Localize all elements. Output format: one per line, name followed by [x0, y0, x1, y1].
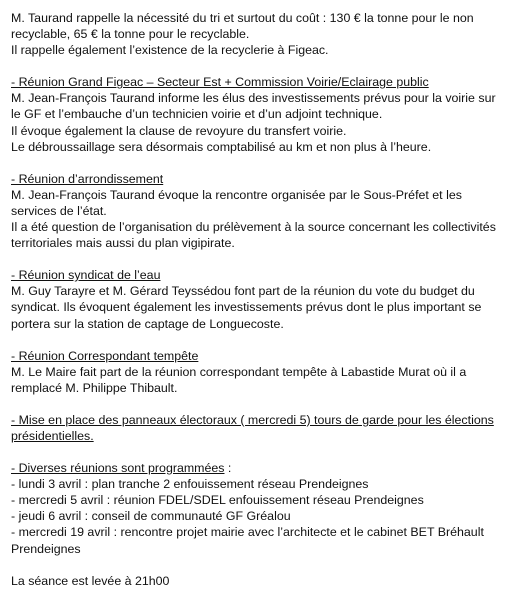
text-line: Il a été question de l’organisation du prélèvement à la source concernant les collectivités: [11, 220, 496, 235]
list-item: - mercredi 19 avril : rencontre projet mairie avec l’architecte et le cabinet BET Bréhault: [11, 525, 484, 540]
text-line: Il évoque également la clause de revoyure du transfert voirie.: [11, 123, 347, 138]
closing-line: La séance est levée à 21h00: [11, 573, 170, 588]
list-item: - lundi 3 avril : plan tranche 2 enfouissement réseau Prendeignes: [11, 477, 369, 492]
section-heading: présidentielles.: [11, 428, 94, 443]
list-item: Prendeignes: [11, 541, 81, 556]
text-line: Il rappelle également l’existence de la recyclerie à Figeac.: [11, 43, 329, 58]
text-line: M. Guy Tarayre et M. Gérard Teyssédou font part de la réunion du vote du budget du: [11, 284, 475, 299]
section-grand-figeac: [11, 74, 508, 154]
section-heading: - Réunion syndicat de l’eau: [11, 268, 161, 283]
text-line: services de l’état.: [11, 203, 107, 218]
section-correspondant-tempete: [11, 348, 508, 396]
section-syndicat-eau: [11, 267, 508, 331]
text-line: le GF et l’embauche d’un technicien voirie et d’un adjoint technique.: [11, 107, 383, 122]
list-item: - mercredi 5 avril : réunion FDEL/SDEL enfouissement réseau Prendeignes: [11, 493, 424, 508]
text-line: M. Jean-François Taurand évoque la rencontre organisée par le Sous-Préfet et les: [11, 187, 462, 202]
section-heading: - Réunion d’arrondissement: [11, 171, 164, 186]
section-heading-line: [11, 460, 508, 476]
heading-suffix: :: [224, 461, 232, 476]
section-heading: - Mise en place des panneaux électoraux ( mercredi 5) tours de garde pour les élections: [11, 412, 494, 427]
section-panneaux-electoraux: [11, 412, 508, 444]
section-heading: - Réunion Grand Figeac – Secteur Est + Commission Voirie/Eclairage public: [11, 75, 429, 90]
text-line: portera sur la station de captage de Longuecoste.: [11, 316, 284, 331]
text-line: recyclable, 65 € la tonne pour le recyclable.: [11, 27, 250, 42]
text-line: M. Le Maire fait part de la réunion correspondant tempête à Labastide Murat où il a: [11, 364, 467, 379]
section-heading: - Réunion Correspondant tempête: [11, 348, 199, 363]
text-line: M. Jean-François Taurand informe les élus des investissements prévus pour la voirie sur: [11, 91, 496, 106]
section-arrondissement: [11, 171, 508, 251]
text-line: M. Taurand rappelle la nécessité du tri et surtout du coût : 130 € la tonne pour le non: [11, 11, 474, 25]
text-line: remplacé M. Philippe Thibault.: [11, 380, 178, 395]
text-line: syndicat. Ils évoquent également les investissements prévus dont le plus important se: [11, 300, 482, 315]
text-line: Le débroussaillage sera désormais comptabilisé au km et non plus à l’heure.: [11, 139, 432, 154]
text-line: territoriales mais aussi du plan vigipirate.: [11, 236, 235, 251]
section-heading: - Diverses réunions sont programmées: [11, 461, 225, 476]
section-reunions-programmees: [11, 460, 508, 557]
list-item: - jeudi 6 avril : conseil de communauté GF Gréalou: [11, 509, 291, 524]
intro-paragraph: [11, 10, 508, 58]
